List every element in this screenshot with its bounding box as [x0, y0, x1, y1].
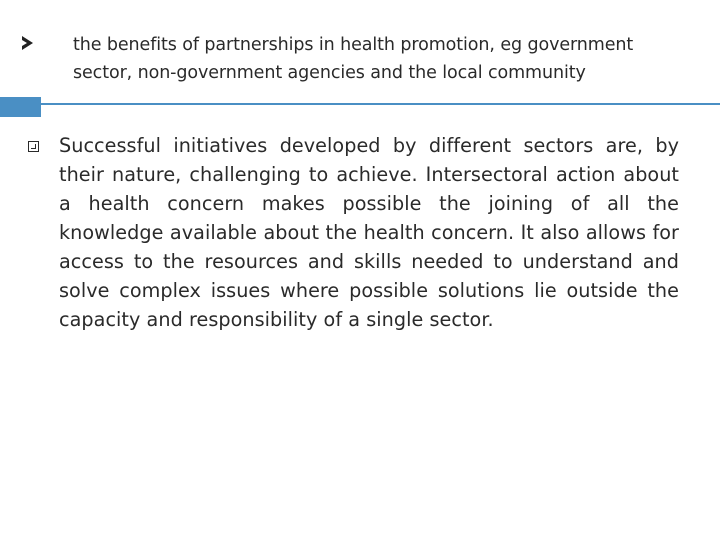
arrow-bullet-icon: [22, 36, 33, 50]
divider-line: [41, 103, 720, 105]
body-paragraph: Successful initiatives developed by different sectors are, by their nature, challenging to achieve. Intersectoral action about a health concern makes possible the joining of all the knowledge available about the health concern. It also allows for access to the resources and skills needed to understand and solve complex issues where possible solutions lie outside the capacity and responsibility of a single sector.: [59, 134, 679, 331]
accent-block: [0, 97, 41, 117]
slide-heading: the benefits of partnerships in health promotion, eg government sector, non-government agencies and the local community: [73, 35, 634, 83]
square-bullet-icon: [28, 141, 39, 152]
